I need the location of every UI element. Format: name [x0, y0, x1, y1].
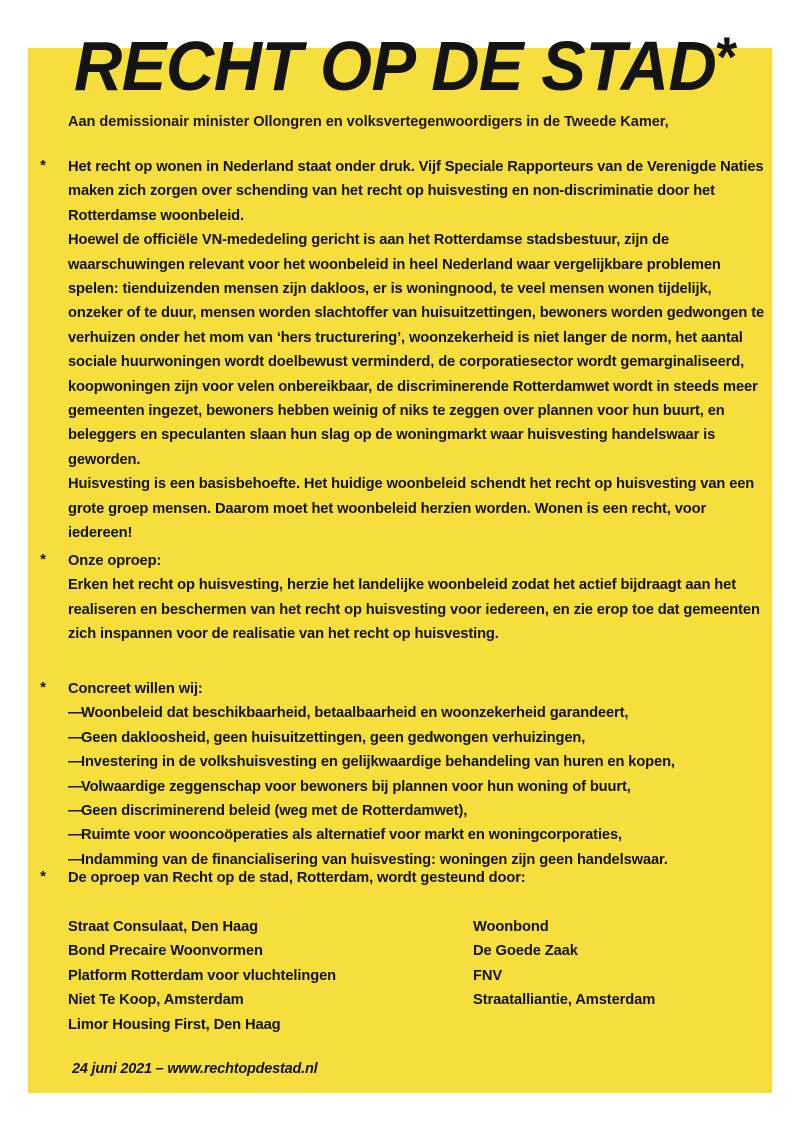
list-item-label: Volwaardige zeggenschap voor bewoners bij plannen voor hun woning of buurt,	[81, 778, 631, 795]
list-item	[68, 701, 770, 725]
page-title-text: RECHT OP DE STAD	[74, 27, 717, 105]
asterisk-bullet-icon: *	[40, 868, 46, 885]
section-main-argument-body	[68, 155, 770, 546]
supporters-column-left	[68, 915, 473, 1037]
section-main-argument	[30, 155, 770, 546]
demand-list	[68, 701, 770, 872]
em-dash-icon: —	[68, 827, 82, 844]
list-item-label: Geen discriminerend beleid (weg met de Rotterdamwet),	[81, 803, 468, 820]
em-dash-icon: —	[68, 803, 82, 820]
supporter-item: Niet Te Koop, Amsterdam	[68, 992, 244, 1009]
paragraph: Huisvesting is een basisbehoefte. Het huidige woonbeleid schendt het recht op huisvesting van een grote groep mensen. Daarom moet het woonbeleid herzien worden. Wonen is een recht, voor iedereen!	[68, 476, 755, 542]
list-item	[68, 799, 770, 823]
list-item	[68, 775, 770, 799]
supporter-item: Straat Consulaat, Den Haag	[68, 919, 259, 935]
section-heading: Concreet willen wij:	[68, 681, 203, 697]
section-heading: Onze oproep:	[68, 553, 162, 569]
list-item-label: Geen dakloosheid, geen huisuitzettingen, geen gedwongen verhuizingen,	[81, 729, 586, 746]
supporter-item: Platform Rotterdam voor vluchtelingen	[68, 967, 337, 984]
paragraph: Erken het recht op huisvesting, herzie het landelijke woonbeleid zodat het actief bijdraagt aan het realiseren en beschermen van het recht op huisvesting voor iedereen, en zie erop toe dat gemeenten zich inspannen voor de realisatie van het recht op huisvesting.	[68, 577, 760, 643]
em-dash-icon: —	[68, 778, 82, 795]
list-item-label: Ruimte voor wooncoöperaties als alternatief voor markt en woningcorporaties,	[81, 827, 622, 844]
list-item-label: Woonbeleid dat beschikbaarheid, betaalbaarheid en woonzekerheid garandeert,	[81, 705, 629, 722]
list-item-label: Indamming van de financialisering van huisvesting: woningen zijn geen handelswaar.	[81, 851, 668, 868]
paragraph: Het recht op wonen in Nederland staat onder druk. Vijf Speciale Rapporteurs van de Verenigde Naties maken zich zorgen over schending van het recht op huisvesting en non-discriminatie door het Rotterdamse woonbeleid.	[68, 159, 764, 224]
list-item	[68, 726, 770, 750]
section-supporters	[30, 866, 770, 890]
section-concrete-demands	[30, 677, 770, 872]
asterisk-bullet-icon: *	[40, 679, 46, 696]
section-supporters-body	[68, 866, 770, 890]
supporter-item: De Goede Zaak	[473, 943, 578, 960]
asterisk-bullet-icon: *	[40, 551, 46, 568]
supporter-item: Bond Precaire Woonvormen	[68, 943, 263, 960]
section-heading: De oproep van Recht op de stad, Rotterdam, wordt gesteund door:	[68, 870, 526, 886]
em-dash-icon: —	[68, 754, 82, 771]
supporters-list	[68, 915, 768, 1037]
supporter-item: Straatalliantie, Amsterdam	[473, 992, 656, 1009]
footer-date-and-website: 24 juni 2021 – www.rechtopdestad.nl	[72, 1061, 318, 1077]
supporter-item: Woonbond	[473, 919, 549, 935]
section-onze-oproep-body	[68, 549, 770, 647]
title-asterisk: *	[716, 25, 738, 88]
supporter-item: FNV	[473, 967, 503, 984]
em-dash-icon: —	[68, 729, 82, 746]
list-item-label: Investering in de volkshuisvesting en gelijkwaardige behandeling van huren en kopen,	[81, 754, 675, 771]
section-onze-oproep	[30, 549, 770, 647]
list-item	[68, 750, 770, 774]
asterisk-bullet-icon: *	[40, 157, 46, 174]
paragraph: Hoewel de officiële VN-mededeling gericht is aan het Rotterdamse stadsbestuur, zijn de waarschuwingen relevant voor het woonbeleid in heel Nederland waar vergelijkbare problemen spelen: tienduizenden mensen zijn dakloos, er is woningnood, te veel mensen wonen tijdelijk, onzeker of te duur, mensen worden slachtoffer van huisuitzettingen, bewoners worden gedwongen te verhuizen onder het mom van ‘hers tructurering’, woonzekerheid is niet langer de norm, het aantal sociale huurwoningen wordt doelbewust verminderd, de corporatiesector wordt gemarginaliseerd, koopwoningen zijn voor velen onbereikbaar, de discriminerende Rotterdamwet wordt in steeds meer gemeenten ingezet, bewoners hebben weinig of niks te zeggen over plannen voor hun buurt, en beleggers en speculanten slaan hun slag op de woningmarkt waar huisvesting handelswaar is geworden.	[68, 232, 765, 468]
em-dash-icon: —	[68, 851, 82, 868]
list-item	[68, 823, 770, 847]
salutation: Aan demissionair minister Ollongren en volksvertegenwoordigers in de Tweede Kamer,	[68, 114, 669, 130]
section-concrete-demands-body	[68, 677, 770, 872]
em-dash-icon: —	[68, 705, 82, 722]
supporter-item: Limor Housing First, Den Haag	[68, 1016, 281, 1033]
supporters-column-right	[473, 915, 768, 1037]
